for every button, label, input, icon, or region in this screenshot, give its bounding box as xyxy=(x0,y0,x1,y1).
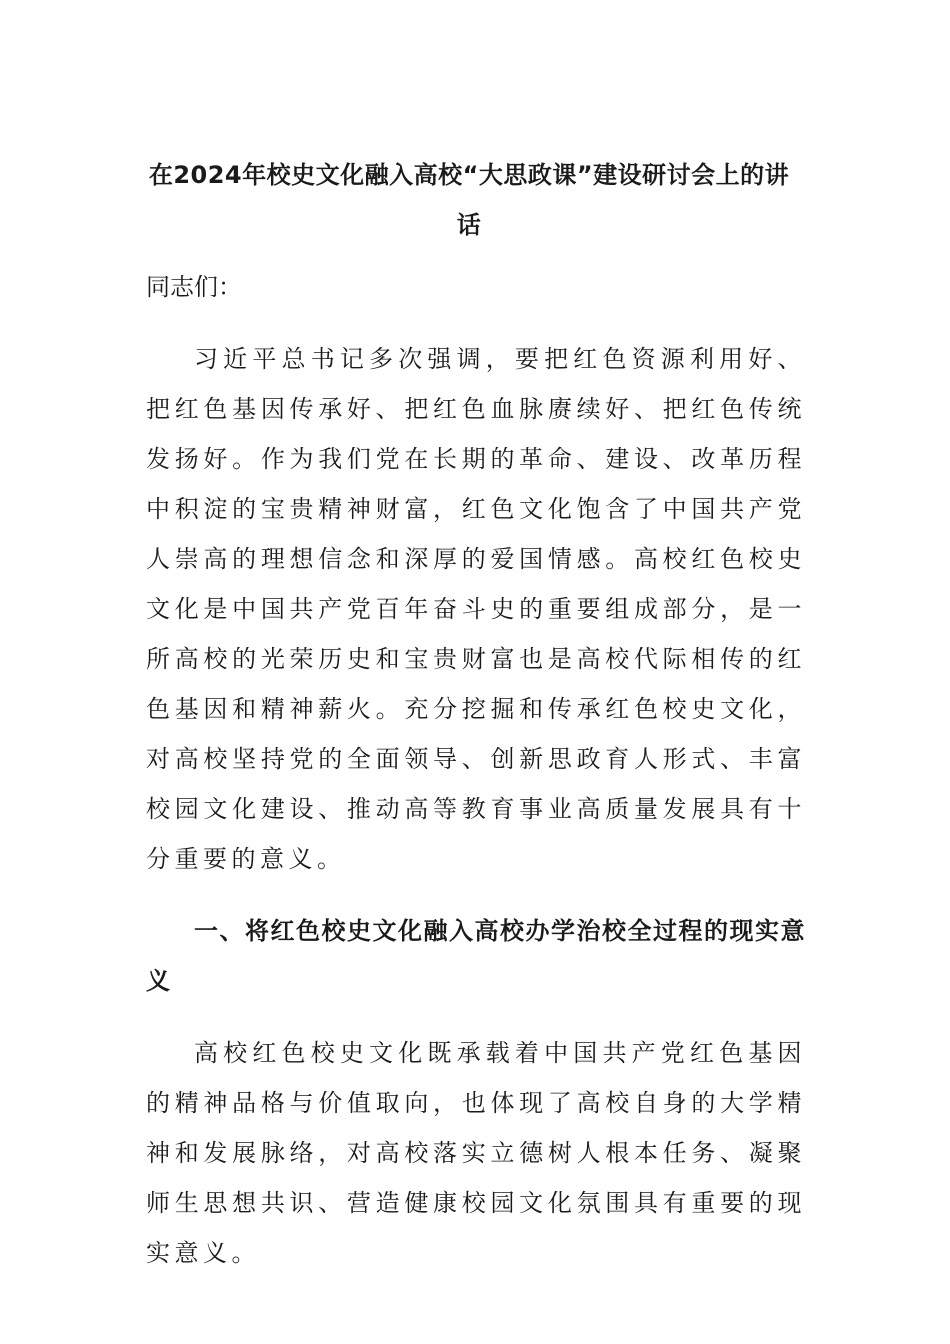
intro-paragraph: 习近平总书记多次强调，要把红色资源利用好、把红色基因传承好、把红色血脉赓续好、把红色传统发扬好。作为我们党在长期的革命、建设、改革历程中积淀的宝贵精神财富，红色文化饱含了中国共产党人崇高的理想信念和深厚的爱国情感。高校红色校史文化是中国共产党百年奋斗史的重要组成部分，是一所高校的光荣历史和宝贵财富也是高校代际相传的红色基因和精神薪火。充分挖掘和传承红色校史文化，对高校坚持党的全面领导、创新思政育人形式、丰富校园文化建设、推动高等教育事业高质量发展具有十分重要的意义。 xyxy=(146,345,806,873)
document-title: 在2024年校史文化融入高校“大思政课”建设研讨会上的讲话 xyxy=(148,161,790,239)
salutation: 同志们： xyxy=(146,273,242,301)
section-heading-1: 一、将红色校史文化融入高校办学治校全过程的现实意义 xyxy=(146,917,806,995)
document-body xyxy=(146,150,806,1278)
section-1-paragraph: 高校红色校史文化既承载着中国共产党红色基因的精神品格与价值取向，也体现了高校自身的大学精神和发展脉络，对高校落实立德树人根本任务、凝聚师生思想共识、营造健康校园文化氛围具有重要的现实意义。 xyxy=(146,1039,806,1267)
